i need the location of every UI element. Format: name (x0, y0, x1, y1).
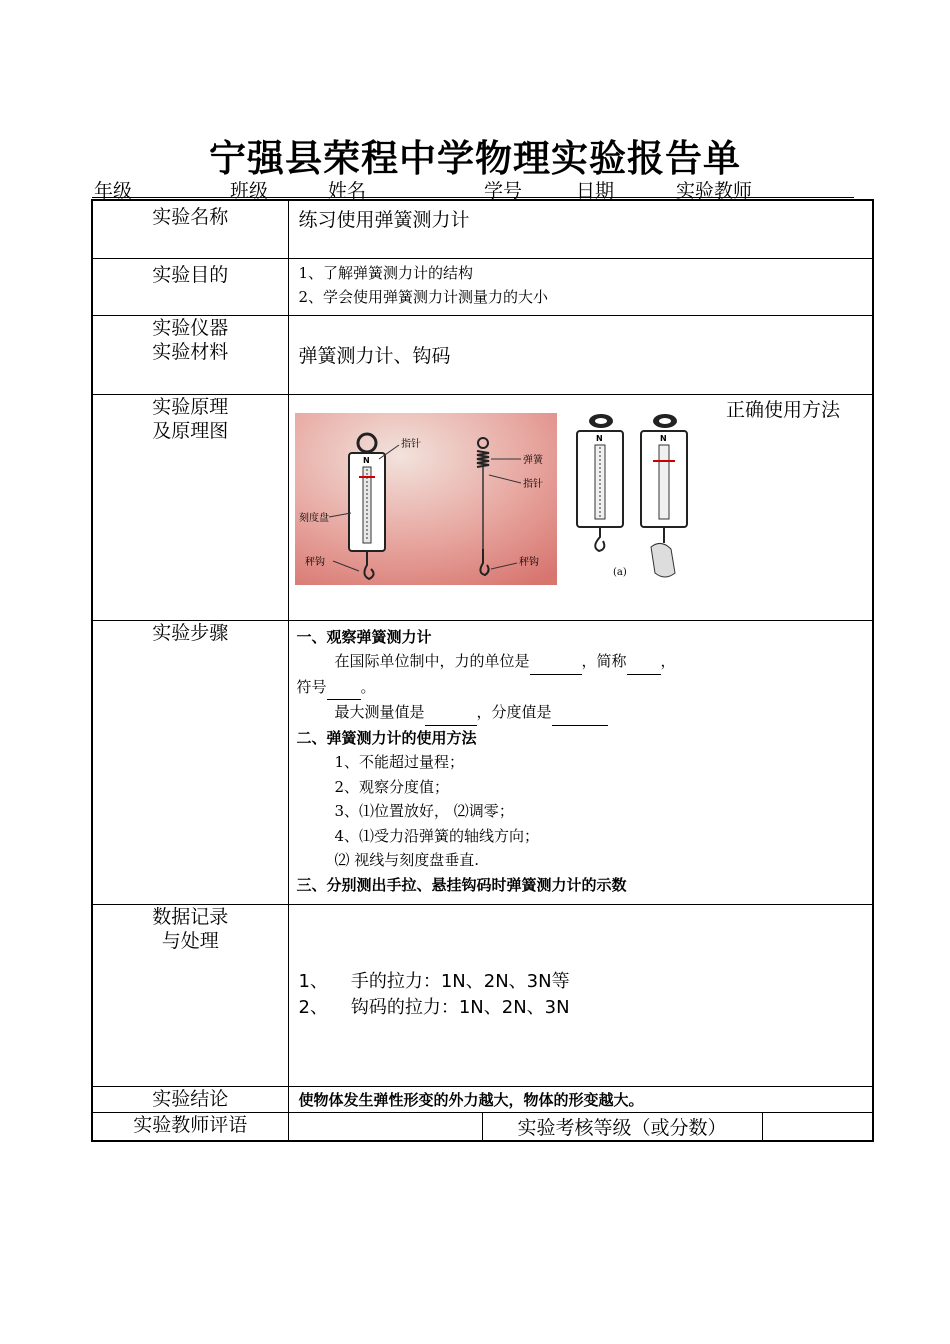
blank-field (530, 649, 582, 675)
page-title: 宁强县荣程中学物理实验报告单 (209, 137, 741, 180)
pointer-label: 指针 (400, 438, 421, 450)
step-text: ， (660, 652, 676, 670)
steps-label: 实验步骤 (92, 620, 288, 904)
step-text: 最大测量值是 (334, 703, 425, 721)
principle-label (92, 394, 288, 620)
hook-label: 秤钩 (304, 556, 325, 568)
grade-label: 年级 (94, 180, 133, 202)
conclusion-value: 使物体发生弹性形变的外力越大，物体的形变越大。 (288, 1086, 873, 1112)
teacher-label: 实验教师 (676, 180, 753, 202)
dial-label: 刻度盘 (298, 512, 329, 524)
comment-label: 实验教师评语 (92, 1112, 288, 1141)
n-mark-3: N (659, 433, 667, 443)
principle-label-1: 实验原理 (152, 395, 229, 418)
spring-scale-figure (295, 413, 715, 613)
data-label-1: 数据记录 (152, 905, 229, 928)
step-line-1 (297, 649, 865, 675)
conclusion-label: 实验结论 (92, 1086, 288, 1112)
purpose-label: 实验目的 (92, 258, 288, 315)
student-no-label: 学号 (484, 180, 523, 202)
exp-name-value: 练习使用弹簧测力计 (288, 200, 873, 258)
step-line-2 (297, 675, 865, 701)
equipment-label-2: 实验材料 (152, 340, 229, 363)
purpose-item-2: 2、学会使用弹簧测力计测量力的大小 (298, 287, 549, 306)
usage-item-1: 1、不能超过量程； (334, 753, 465, 771)
principle-figure-cell (288, 394, 873, 620)
comment-field[interactable] (288, 1112, 482, 1141)
blank-field (327, 675, 361, 701)
student-info-line (92, 176, 854, 202)
step-text: 在国际单位制中，力的单位是 (334, 652, 530, 670)
figure-background (295, 413, 557, 585)
equipment-label (92, 315, 288, 394)
step-text: 。 (360, 677, 376, 696)
exp-name-label: 实验名称 (92, 200, 288, 258)
equipment-label-1: 实验仪器 (152, 316, 229, 339)
step-text: ，简称 (581, 652, 627, 670)
correct-usage-label: 正确使用方法 (725, 398, 840, 421)
hook-label-2: 秤钩 (518, 556, 539, 568)
n-mark-1: N (362, 455, 370, 465)
purpose-value (288, 258, 873, 315)
step-heading-3: 三、分别测出手拉、悬挂钩码时弹簧测力计的示数 (296, 875, 627, 894)
data-label-2: 与处理 (161, 929, 219, 952)
purpose-item-1: 1、了解弹簧测力计的结构 (298, 263, 474, 282)
equipment-value: 弹簧测力计、钩码 (288, 315, 873, 394)
step-text: ，分度值是 (476, 703, 552, 721)
data-label (92, 904, 288, 1086)
data-item-2: 2、 钩码的拉力：1N、2N、3N (298, 997, 570, 1018)
step-text: 符号 (296, 677, 327, 696)
steps-content (288, 620, 873, 904)
report-table (91, 199, 874, 1142)
usage-item-5: ⑵ 视线与刻度盘垂直. (334, 851, 480, 869)
data-item-1: 1、 手的拉力：1N、2N、3N等 (298, 971, 570, 992)
step-heading-2: 二、弹簧测力计的使用方法 (296, 728, 477, 747)
n-mark-2: N (595, 433, 603, 443)
blank-field (627, 649, 661, 675)
usage-item-2: 2、观察分度值； (334, 777, 450, 796)
class-label: 班级 (230, 180, 269, 202)
principle-label-2: 及原理图 (152, 419, 229, 442)
name-label: 姓名 (328, 180, 367, 202)
figure-a-label: (a) (612, 566, 627, 578)
grade-field[interactable] (762, 1112, 873, 1141)
usage-item-3: 3、⑴位置放好， ⑵调零； (334, 802, 514, 820)
data-content (288, 904, 873, 1086)
grade-label: 实验考核等级（或分数） (482, 1112, 762, 1141)
step-line-3 (297, 700, 865, 726)
blank-field (552, 700, 608, 726)
blank-field (425, 700, 477, 726)
spring-label: 弹簧 (522, 454, 543, 466)
usage-item-4: 4、⑴受力沿弹簧的轴线方向； (334, 826, 540, 845)
date-label: 日期 (576, 180, 615, 202)
pointer-label-2: 指针 (522, 478, 543, 490)
step-heading-1: 一、观察弹簧测力计 (296, 627, 432, 646)
